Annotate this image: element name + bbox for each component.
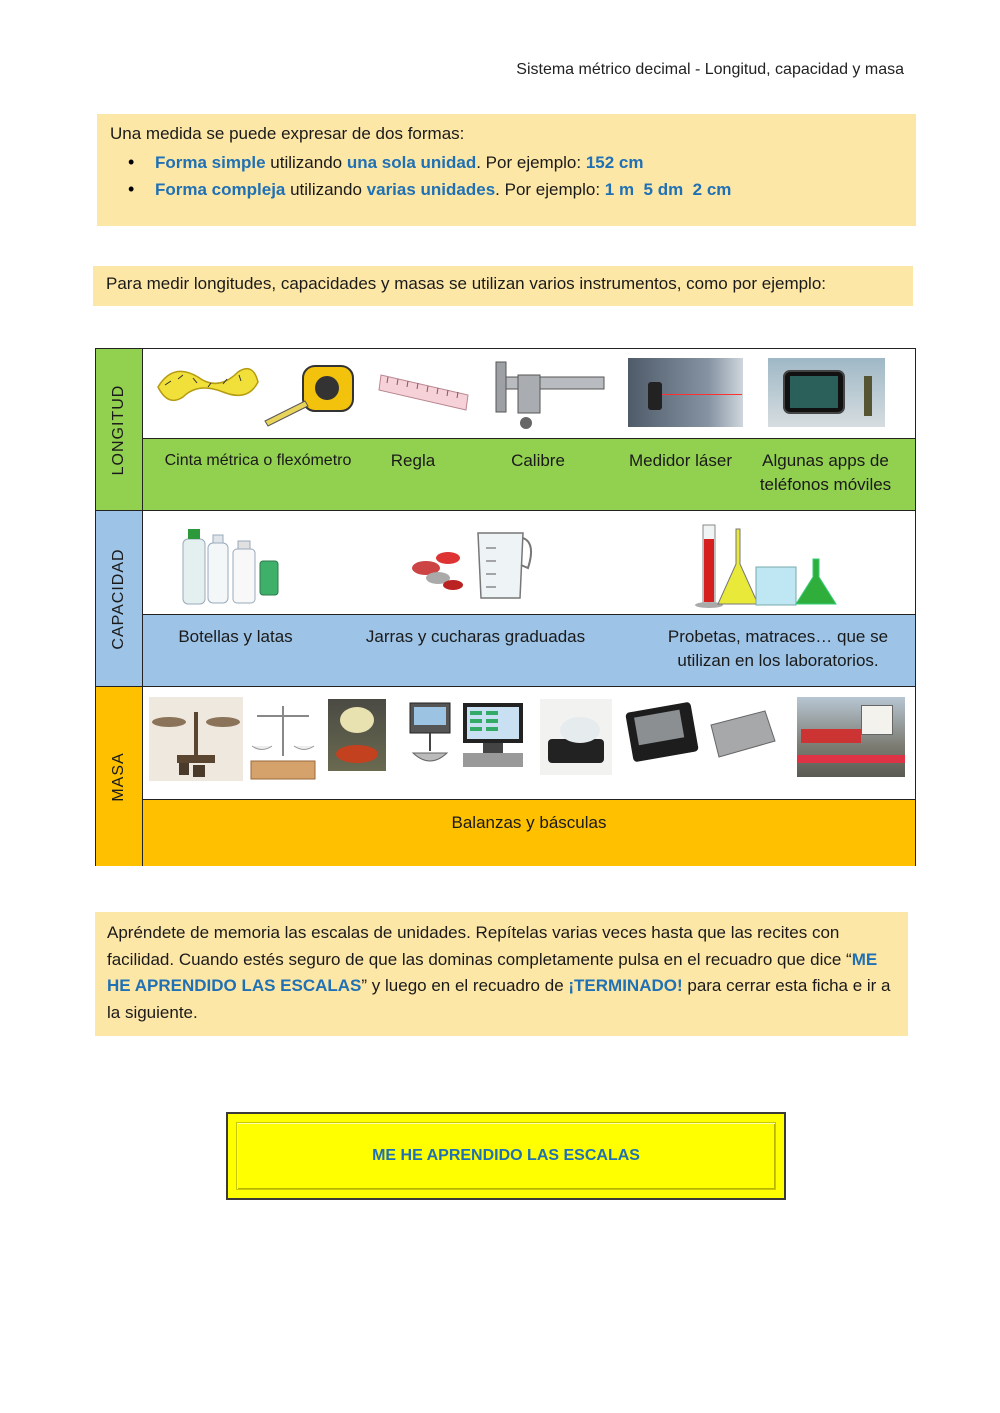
hanging-scale-image bbox=[405, 701, 455, 771]
label-probetas-matraces: Probetas, matraces… que se utilizan en los laboratorios. bbox=[667, 627, 889, 670]
weighbridge-image bbox=[797, 697, 905, 777]
category-capacidad-label: CAPACIDAD bbox=[110, 547, 127, 650]
instructions-highlight-finished: ¡TERMINADO! bbox=[568, 976, 683, 995]
simple-form-unit: una sola unidad bbox=[346, 153, 477, 172]
complex-form-item bbox=[155, 180, 903, 200]
complex-form-unit: varias unidades bbox=[366, 180, 496, 199]
kitchen-scale-image bbox=[328, 699, 386, 771]
instructions-box bbox=[95, 912, 908, 1036]
measure-forms-intro: Una medida se puede expresar de dos formas: bbox=[110, 124, 465, 143]
lab-glassware-image bbox=[688, 519, 858, 609]
instruments-intro-box: Para medir longitudes, capacidades y masas se utilizan varios instrumentos, como por ejemplo: bbox=[93, 266, 913, 306]
simple-form-term: Forma simple bbox=[155, 153, 266, 172]
simple-form-text2: . Por ejemplo: bbox=[476, 153, 586, 172]
phone-app-image bbox=[768, 358, 885, 427]
longitud-labels-row bbox=[143, 439, 915, 511]
flexometer-image bbox=[263, 361, 358, 431]
learned-scales-button[interactable] bbox=[226, 1112, 786, 1200]
ruler-image bbox=[378, 365, 470, 413]
bottles-cans-image bbox=[178, 521, 298, 606]
instructions-text3: para cerrar esta ficha e ir a la siguiente. bbox=[107, 976, 891, 1022]
category-longitud bbox=[96, 349, 143, 511]
complex-form-text2: . Por ejemplo: bbox=[495, 180, 605, 199]
category-longitud-label: LONGITUD bbox=[110, 384, 127, 475]
instructions-text2: ” y luego en el recuadro de bbox=[361, 976, 569, 995]
complex-form-text1: utilizando bbox=[285, 180, 367, 199]
laser-meter-image bbox=[628, 358, 743, 427]
digital-kitchen-scale-image bbox=[540, 699, 612, 775]
instructions-text1: Apréndete de memoria las escalas de unidades. Repítelas varias veces hasta que las recites con facilidad. Cuando estés seguro de que las dominas completamente pulsa en el recuadro que dice “ bbox=[107, 923, 852, 969]
measure-forms-list bbox=[110, 153, 903, 200]
instructions-highlight-scales: ME HE APRENDIDO LAS ESCALAS bbox=[107, 949, 878, 995]
category-capacidad bbox=[96, 511, 143, 687]
masa-photos-row bbox=[143, 687, 915, 800]
instruments-table bbox=[95, 348, 916, 866]
tape-measure-image bbox=[153, 357, 263, 407]
capacidad-labels-row bbox=[143, 615, 915, 687]
complex-form-term: Forma compleja bbox=[155, 180, 286, 199]
simple-form-item bbox=[155, 153, 903, 173]
bathroom-scale-image bbox=[705, 705, 777, 765]
page-header: Sistema métrico decimal - Longitud, capacidad y masa bbox=[516, 61, 904, 78]
label-regla: Regla bbox=[390, 451, 436, 470]
learned-scales-button-frame bbox=[236, 1122, 776, 1190]
simple-form-example: 152 cm bbox=[585, 153, 644, 172]
retail-scale-image bbox=[458, 699, 528, 771]
measuring-jugs-spoons-image bbox=[408, 523, 538, 603]
capacidad-photos-row bbox=[143, 511, 915, 615]
category-masa bbox=[96, 687, 143, 866]
complex-form-example: 1 m 5 dm 2 cm bbox=[604, 180, 732, 199]
caliper-image bbox=[488, 357, 608, 432]
category-masa-label: MASA bbox=[110, 751, 127, 802]
label-balanzas-basculas: Balanzas y básculas bbox=[451, 813, 607, 832]
longitud-photos-row bbox=[143, 349, 915, 439]
masa-labels-row bbox=[143, 800, 915, 866]
precision-balance-image bbox=[247, 701, 319, 783]
label-cinta-metrica: Cinta métrica o flexómetro bbox=[164, 452, 352, 469]
balance-scale-image bbox=[149, 697, 243, 781]
measure-forms-box bbox=[97, 114, 916, 226]
learned-scales-button-label: ME HE APRENDIDO LAS ESCALAS bbox=[372, 1147, 640, 1164]
label-jarras-cucharas: Jarras y cucharas graduadas bbox=[365, 627, 586, 646]
label-medidor-laser: Medidor láser bbox=[629, 451, 732, 470]
label-botellas-latas: Botellas y latas bbox=[178, 627, 293, 646]
label-calibre: Calibre bbox=[511, 451, 565, 470]
label-apps-moviles: Algunas apps de teléfonos móviles bbox=[759, 451, 892, 494]
pocket-scale-image bbox=[625, 701, 701, 765]
simple-form-text1: utilizando bbox=[265, 153, 347, 172]
